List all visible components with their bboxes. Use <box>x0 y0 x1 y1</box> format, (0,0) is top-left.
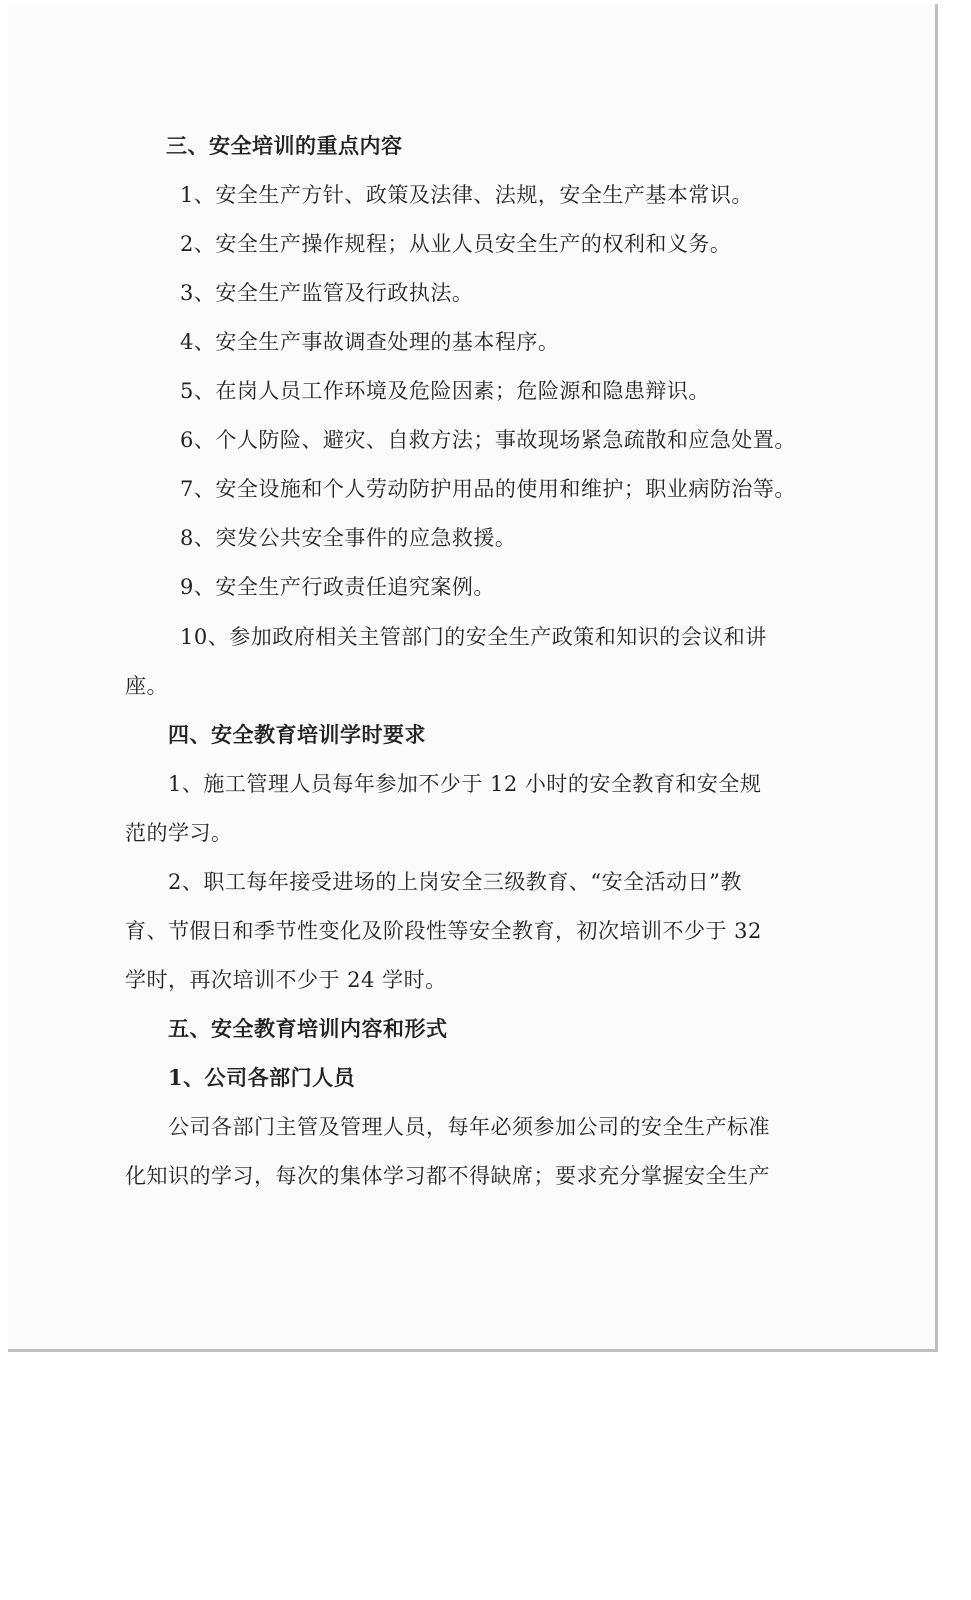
section4-item-1-line1: 1、施工管理人员每年参加不少于 12 小时的安全教育和安全规 <box>168 772 762 796</box>
section4-item-2-line1: 2、职工每年接受进场的上岗安全三级教育、“安全活动日”教 <box>168 870 742 894</box>
scanned-page <box>8 4 938 1352</box>
section3-item-2: 2、安全生产操作规程；从业人员安全生产的权利和义务。 <box>180 232 732 256</box>
section3-item-7: 7、安全设施和个人劳动防护用品的使用和维护；职业病防治等。 <box>180 477 796 501</box>
section5-sub1-heading: 1、公司各部门人员 <box>168 1065 356 1090</box>
section3-item-8: 8、突发公共安全事件的应急救援。 <box>180 526 517 550</box>
section3-item-1: 1、安全生产方针、政策及法律、法规，安全生产基本常识。 <box>180 183 753 207</box>
section4-item-2-line3: 学时，再次培训不少于 24 学时。 <box>125 968 447 992</box>
section4-heading: 四、安全教育培训学时要求 <box>168 722 426 747</box>
section3-item-10-line2: 座。 <box>125 674 168 698</box>
section3-item-9: 9、安全生产行政责任追究案例。 <box>180 575 495 599</box>
section3-item-5: 5、在岗人员工作环境及危险因素；危险源和隐患辩识。 <box>180 379 710 403</box>
section4-item-1-line2: 范的学习。 <box>125 821 233 845</box>
section3-item-6: 6、个人防险、避灾、自救方法；事故现场紧急疏散和应急处置。 <box>180 428 796 452</box>
section3-item-3: 3、安全生产监管及行政执法。 <box>180 281 474 305</box>
section3-item-10-line1: 10、参加政府相关主管部门的安全生产政策和知识的会议和讲 <box>180 625 767 649</box>
section5-paragraph-line2: 化知识的学习，每次的集体学习都不得缺席；要求充分掌握安全生产 <box>125 1164 770 1188</box>
section3-heading: 三、安全培训的重点内容 <box>166 133 403 158</box>
section5-paragraph-line1: 公司各部门主管及管理人员，每年必须参加公司的安全生产标准 <box>168 1115 770 1139</box>
section3-item-4: 4、安全生产事故调查处理的基本程序。 <box>180 330 560 354</box>
section5-heading: 五、安全教育培训内容和形式 <box>168 1016 448 1041</box>
section4-item-2-line2: 育、节假日和季节性变化及阶段性等安全教育，初次培训不少于 32 <box>125 919 762 943</box>
